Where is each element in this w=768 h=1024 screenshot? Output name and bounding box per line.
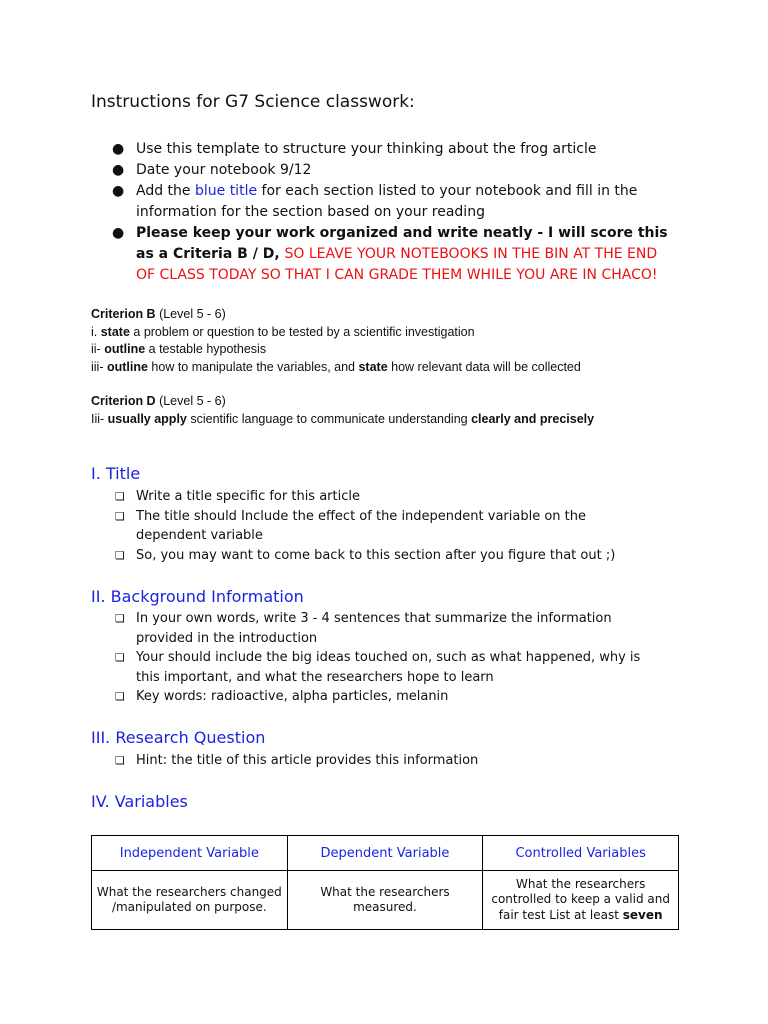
checkbox-icon: ❏ <box>115 690 125 703</box>
table-cell: What the researchers measured. <box>287 871 483 930</box>
checkbox-icon: ❏ <box>115 509 125 523</box>
column-header: Controlled Variables <box>483 836 679 871</box>
checklist-text: The title should Include the effect of the independent variable on the dependent variable <box>136 508 586 543</box>
instruction-list <box>112 139 672 286</box>
column-header: Dependent Variable <box>287 836 483 871</box>
table-cell: What the researchers changed /manipulated on purpose. <box>92 871 288 930</box>
cell-text: What the researchers controlled to keep a valid and fair test List at least <box>491 876 670 922</box>
bullet-text-bold: Please keep your work organized and write neatly - I will score this as a Criteria B / D, <box>136 225 668 262</box>
variables-table <box>91 835 679 930</box>
list-item <box>115 487 660 507</box>
background-checklist <box>115 609 660 707</box>
bullet-icon: ● <box>112 141 125 157</box>
checkbox-icon: ❏ <box>115 490 125 503</box>
section-variables-heading: IV. Variables <box>91 792 188 811</box>
criterion-keyword: state <box>100 324 130 339</box>
criterion-keyword: outline <box>106 359 148 374</box>
title-checklist <box>115 487 660 565</box>
bullet-text: Add the <box>136 183 195 199</box>
criterion-b-block <box>91 306 731 376</box>
criterion-keyword: outline <box>104 342 146 356</box>
list-item <box>112 160 672 181</box>
list-item <box>115 648 660 687</box>
criterion-keyword: clearly and precisely <box>471 411 595 426</box>
checkbox-icon: ❏ <box>115 754 125 767</box>
checklist-text: So, you may want to come back to this section after you figure that out ;) <box>136 547 616 563</box>
checklist-text: Write a title specific for this article <box>136 489 360 504</box>
checklist-text: In your own words, write 3 - 4 sentences that summarize the information provided in the introduction <box>136 611 612 646</box>
criterion-line-prefix: ii- <box>91 342 105 356</box>
criterion-b-level: (Level 5 - 6) <box>155 307 226 321</box>
bullet-icon: ● <box>112 225 125 241</box>
criterion-keyword: state <box>358 359 388 374</box>
criterion-line-text: a problem or question to be tested by a scientific investigation <box>129 324 475 339</box>
criterion-line-prefix: i. <box>91 324 101 339</box>
criterion-line-text: scientific language to communicate understanding <box>186 411 472 426</box>
table-row <box>92 871 679 930</box>
bullet-text: Use this template to structure your thinking about the frog article <box>136 141 597 157</box>
list-item <box>115 546 660 566</box>
section-research-heading: III. Research Question <box>91 728 266 747</box>
checklist-text: Your should include the big ideas touched on, such as what happened, why is this important, and what the researchers hope to learn <box>136 650 641 685</box>
criterion-line-text: how to manipulate the variables, and <box>147 359 359 374</box>
blue-title-text: blue title <box>194 183 258 199</box>
research-checklist <box>115 751 660 771</box>
criterion-line-prefix: iii- <box>91 359 107 374</box>
page-title: Instructions for G7 Science classwork: <box>91 92 415 112</box>
criterion-line-prefix: Iii- <box>91 411 108 426</box>
list-item <box>115 751 660 771</box>
table-header-row <box>92 836 679 871</box>
warning-text: SO LEAVE YOUR NOTEBOOKS IN THE BIN AT THE END OF CLASS TODAY SO THAT I CAN GRADE THEM WHILE YOU ARE IN CHACO! <box>136 246 658 283</box>
checklist-text: Key words: radioactive, alpha particles, melanin <box>136 689 449 704</box>
criterion-line-text: a testable hypothesis <box>145 342 267 356</box>
section-background-heading: II. Background Information <box>91 587 304 606</box>
criterion-keyword: usually apply <box>107 411 187 426</box>
bullet-text: Date your notebook 9/12 <box>136 162 312 178</box>
cell-text-bold: seven <box>622 907 663 922</box>
table-cell <box>483 871 679 930</box>
list-item <box>112 223 672 286</box>
list-item <box>115 507 660 546</box>
checkbox-icon: ❏ <box>115 612 125 625</box>
section-title-heading: I. Title <box>91 464 141 483</box>
list-item <box>112 181 672 223</box>
column-header: Independent Variable <box>92 836 288 871</box>
criterion-d-level: (Level 5 - 6) <box>155 394 226 408</box>
list-item <box>115 609 660 648</box>
criterion-line-text: how relevant data will be collected <box>387 359 581 374</box>
checkbox-icon: ❏ <box>115 548 125 562</box>
criterion-b-heading: Criterion B <box>91 307 156 321</box>
criterion-d-block <box>91 393 731 428</box>
bullet-icon: ● <box>112 162 125 178</box>
list-item <box>115 687 660 707</box>
list-item <box>112 139 672 160</box>
criterion-d-heading: Criterion D <box>91 394 156 408</box>
bullet-icon: ● <box>112 183 125 199</box>
checklist-text: Hint: the title of this article provides this information <box>136 753 479 768</box>
checkbox-icon: ❏ <box>115 651 125 664</box>
bullet-text: for each section listed to your notebook and fill in the information for the section based on your reading <box>136 183 638 220</box>
